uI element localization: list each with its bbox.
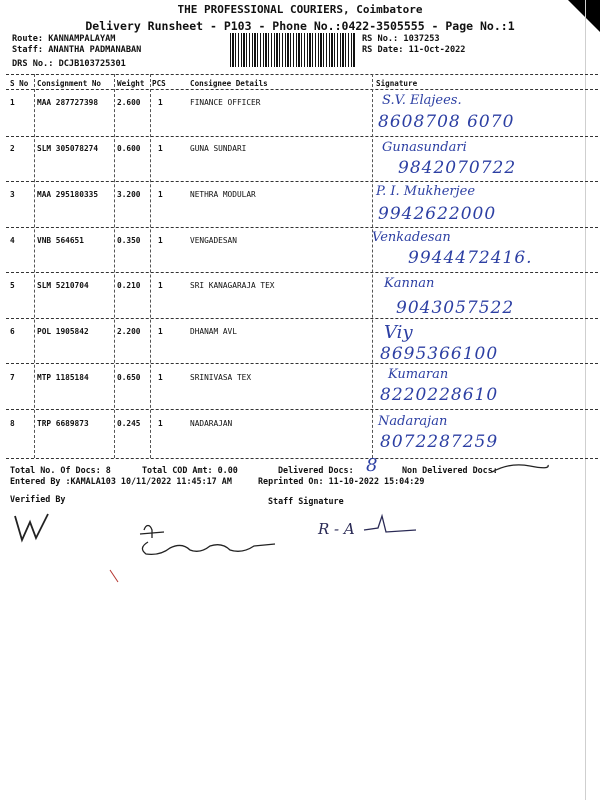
handwritten-phone: 9944472416.: [408, 248, 533, 268]
route-label: Route: KANNAMPALAYAM: [12, 34, 116, 44]
cell-pcs: 1: [158, 144, 163, 153]
handwritten-signature: P. I. Mukherjee: [376, 184, 476, 199]
cell-pcs: 1: [158, 327, 163, 336]
cell-sno: 2: [10, 144, 15, 153]
column-divider: [150, 74, 151, 458]
rs-date: RS Date: 11-Oct-2022: [362, 45, 466, 55]
row-rule: [6, 318, 598, 319]
cell-weight: 3.200: [117, 190, 141, 199]
col-header-signature: Signature: [376, 79, 418, 88]
handwritten-phone: 9043057522: [396, 298, 515, 318]
entered-by: Entered By :KAMALA103 10/11/2022 11:45:17 AM: [10, 476, 232, 486]
runsheet-title: Delivery Runsheet - P103 - Phone No.:0422-3505555 - Page No.:1: [85, 19, 515, 33]
cell-consignment: SLM 305078274: [37, 144, 99, 153]
handwritten-signature: Kannan: [384, 276, 435, 291]
cell-weight: 0.210: [117, 281, 141, 290]
handwritten-phone: 9842070722: [398, 158, 517, 178]
officer-signature: [130, 520, 280, 560]
reprinted-on: Reprinted On: 11-10-2022 15:04:29: [258, 476, 425, 486]
scan-edge-line: [585, 0, 586, 800]
cell-weight: 0.350: [117, 236, 141, 245]
handwritten-signature: Kumaran: [388, 367, 449, 382]
cell-sno: 8: [10, 419, 15, 428]
cell-consignee: NADARAJAN: [190, 419, 233, 428]
handwritten-signature: Venkadesan: [372, 230, 451, 245]
barcode: [230, 33, 355, 67]
handwritten-signature: Viy: [384, 322, 413, 343]
cell-consignee: GUNA SUNDARI: [190, 144, 247, 153]
total-docs: Total No. Of Docs: 8: [10, 465, 111, 475]
cell-pcs: 1: [158, 190, 163, 199]
column-divider: [372, 74, 373, 458]
cell-consignee: NETHRA MODULAR: [190, 190, 256, 199]
column-divider: [34, 74, 35, 458]
cell-sno: 6: [10, 327, 15, 336]
col-header-consignee: Consignee Details: [190, 79, 268, 88]
verified-by-label: Verified By: [10, 494, 66, 504]
handwritten-signature: Nadarajan: [378, 414, 448, 429]
staff-signature-flourish: [360, 512, 420, 536]
col-header-consignment: Consignment No: [37, 79, 102, 88]
cell-weight: 0.245: [117, 419, 141, 428]
table-header-rule: [6, 89, 598, 90]
cell-sno: 5: [10, 281, 15, 290]
cell-weight: 0.600: [117, 144, 141, 153]
row-rule: [6, 227, 598, 228]
cell-pcs: 1: [158, 373, 163, 382]
cell-consignee: SRI KANAGARAJA TEX: [190, 281, 275, 290]
rs-number: RS No.: 1037253: [362, 34, 440, 44]
row-rule: [6, 363, 598, 364]
col-header-sno: S No: [10, 79, 29, 88]
cell-weight: 0.650: [117, 373, 141, 382]
cell-consignment: MAA 287727398: [37, 98, 99, 107]
handwritten-phone: 8072287259: [380, 432, 499, 452]
cell-pcs: 1: [158, 236, 163, 245]
cell-consignee: FINANCE OFFICER: [190, 98, 261, 107]
cell-consignee: SRINIVASA TEX: [190, 373, 252, 382]
non-delivered-scribble: [490, 460, 550, 476]
cell-weight: 2.600: [117, 98, 141, 107]
row-rule: [6, 409, 598, 410]
handwritten-signature: S.V. Elajees.: [382, 93, 462, 108]
handwritten-phone: 9942622000: [378, 204, 497, 224]
cell-sno: 1: [10, 98, 15, 107]
col-header-weight: Weight: [117, 79, 145, 88]
staff-signature-handwritten: R - A: [318, 520, 355, 538]
cell-consignment: MTP 1185184: [37, 373, 89, 382]
cell-consignment: TRP 6689873: [37, 419, 89, 428]
handwritten-phone: 8695366100: [380, 344, 499, 364]
cell-sno: 7: [10, 373, 15, 382]
cell-sno: 4: [10, 236, 15, 245]
pen-mark: [108, 568, 120, 584]
row-rule: [6, 181, 598, 182]
cell-pcs: 1: [158, 98, 163, 107]
cell-weight: 2.200: [117, 327, 141, 336]
cell-consignment: SLM 5210704: [37, 281, 89, 290]
company-title: THE PROFESSIONAL COURIERS, Coimbatore: [177, 3, 423, 16]
row-rule: [6, 272, 598, 273]
delivered-docs-label: Delivered Docs:: [278, 465, 354, 475]
handwritten-phone: 8608708 6070: [378, 112, 515, 132]
cell-consignee: DHANAM AVL: [190, 327, 237, 336]
handwritten-phone: 8220228610: [380, 385, 499, 405]
staff-label: Staff: ANANTHA PADMANABAN: [12, 45, 142, 55]
cell-consignment: VNB 564651: [37, 236, 84, 245]
cell-consignment: POL 1905842: [37, 327, 89, 336]
table-bottom-rule: [6, 458, 598, 459]
cell-consignee: VENGADESAN: [190, 236, 237, 245]
staff-signature-label: Staff Signature: [268, 496, 344, 506]
cell-pcs: 1: [158, 419, 163, 428]
table-top-rule: [6, 74, 598, 75]
row-rule: [6, 136, 598, 137]
verifier-signature: [12, 510, 52, 544]
drs-number: DRS No.: DCJB103725301: [12, 59, 126, 69]
cell-pcs: 1: [158, 281, 163, 290]
col-header-pcs: PCS: [152, 79, 166, 88]
delivered-docs-handwritten: 8: [366, 455, 378, 476]
column-divider: [114, 74, 115, 458]
cell-consignment: MAA 295180335: [37, 190, 99, 199]
non-delivered-docs-label: Non Delivered Docs:: [402, 465, 498, 475]
handwritten-signature: Gunasundari: [382, 140, 467, 155]
total-cod: Total COD Amt: 0.00: [142, 465, 238, 475]
cell-sno: 3: [10, 190, 15, 199]
